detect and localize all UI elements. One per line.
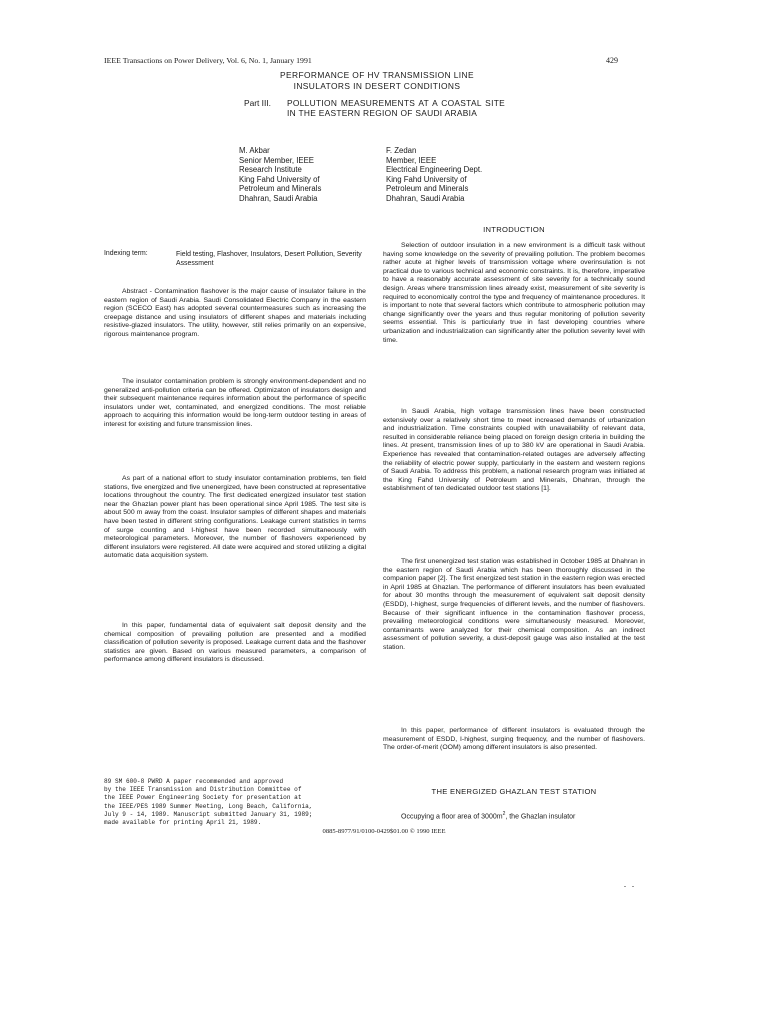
body-text: In this paper, performance of different insulators is evaluated through the measurement of ESDD, I-highest, surging frequency, and the number of flashovers. The order-of-merit (OOM) among different insulators is also presented. xyxy=(383,727,645,752)
page-number: 429 xyxy=(606,56,618,65)
text-run: Occupying a floor area of 3000m xyxy=(401,813,503,821)
intro-paragraph-2 xyxy=(383,408,645,494)
body-text: The insulator contamination problem is strongly environment-dependent and no generalized anti-pollution criteria can be offered. Optimizaton of insulators design and their subsequent maintenance requires information about the performance of specific insulators under wet, contaminated, and energized conditions. The most reliable approach to acquiring this information would be long-term outdoor testing in areas of interest for existing and future transmission lines. xyxy=(104,378,366,428)
ghazlan-station-heading: THE ENERGIZED GHAZLAN TEST STATION xyxy=(431,787,597,796)
author-affiliation-line: Dhahran, Saudi Arabia xyxy=(386,193,465,203)
station-paragraph xyxy=(383,810,645,822)
author-affiliation-line: Electrical Engineering Dept. xyxy=(386,165,483,175)
footnote-line: by the IEEE Transmission and Distribution Committee of xyxy=(104,786,302,794)
title-line-1: PERFORMANCE OF HV TRANSMISSION LINE xyxy=(280,70,474,80)
author-name: M. Akbar xyxy=(239,146,270,155)
body-text xyxy=(383,810,645,822)
indexing-label: Indexing term: xyxy=(104,250,148,257)
footnote xyxy=(104,778,376,827)
title-line-2: INSULATORS IN DESERT CONDITIONS xyxy=(293,81,461,91)
text-run: , the Ghazlan insulator xyxy=(505,813,576,821)
author-affiliation-line: Dhahran, Saudi Arabia xyxy=(239,193,318,203)
author-affiliation-line: Member, IEEE xyxy=(386,155,437,165)
paper-title xyxy=(222,70,532,92)
footnote-line: the IEEE Power Engineering Society for presentation at xyxy=(104,794,302,802)
abstract-text: Abstract - Contamination flashover is the major cause of insulator failure in the eastern region of Saudi Arabia. Saudi Consolidated Electric Company in the eastern region (SCECO East) has adopted several countermeasures such as increasing the creepage distance and using insulators of different shapes and materials including resistive-glazed insulators. The utility, however, still relies primarily on an expensive, rigorous maintenance program. xyxy=(104,288,366,338)
author-block-zedan xyxy=(386,146,482,204)
author-affiliation-line: Senior Member, IEEE xyxy=(239,155,314,165)
scan-speck xyxy=(632,886,634,887)
journal-header: IEEE Transactions on Power Delivery, Vol. 6, No. 1, January 1991 xyxy=(104,56,312,65)
indexing-terms: Field testing, Flashover, Insulators, Desert Pollution, Severity Assessment xyxy=(176,251,362,267)
part-title: POLLUTION MEASUREMENTS AT A COASTAL SITE IN THE EASTERN REGION OF SAUDI ARABIA xyxy=(287,98,505,118)
footnote-line: made available for printing April 21, 1989. xyxy=(104,819,262,827)
author-affiliation-line: Petroleum and Minerals xyxy=(239,184,322,194)
author-affiliation-line: Research Institute xyxy=(239,165,302,175)
superscript: 2 xyxy=(502,811,506,817)
author-block-akbar xyxy=(239,146,321,204)
author-name: F. Zedan xyxy=(386,146,417,155)
body-text: The first unenergized test station was established in October 1985 at Dhahran in the eastern region of Saudi Arabia which has been thoroughly discussed in the companion paper [2]. The first energized test station in the eastern region was erected in April 1985 at Ghazlan. The performance of different insulators has been evaluated for about 30 months through the measurement of equivalent salt deposit density (ESDD), I-highest, surge frequencies of different levels, and the number of flashovers. Because of their significant influence in the contamination flashover process, prevailing meteorological conditions were simultaneously measured. Moreover, contaminants were analyzed for their chemical composition. As an indirect assessment of pollution severity, a dust-deposit gauge was also installed at the test station. xyxy=(383,558,645,651)
left-paragraph-4 xyxy=(104,622,366,665)
body-text: In this paper, fundamental data of equivalent salt deposit density and the chemical composition of prevailing pollution are presented and a modified classification of pollution severity is proposed. Leakage current data and the flashover statistics are given. Based on various measured parameters, a comparison of performance among different insulators is discussed. xyxy=(104,622,366,664)
body-text: As part of a national effort to study insulator contamination problems, ten field stations, five energized and five unenergized, have been constructed at representative locations throughout the country. The first dedicated energized insulator test station near the Ghazlan power plant has been operational since April 1985. The test site is about 500 m away from the coast. Insulator samples of different shapes and materials have been tested in different string configurations. Leakage current statistics in terms of surge counting and I-highest have been recorded simultaneously with meteorological parameters. Moreover, the number of flashovers experienced by different insulators were registered. All date were acquired and stored utilizing a digital automatic data acquisition system. xyxy=(104,475,366,560)
footnote-line: the IEEE/PES 1989 Summer Meeting, Long Beach, California, xyxy=(104,802,313,810)
author-affiliation-line: Petroleum and Minerals xyxy=(386,184,469,194)
introduction-heading: INTRODUCTION xyxy=(483,225,545,234)
intro-paragraph-3 xyxy=(383,558,645,653)
author-affiliation-line: King Fahd University of xyxy=(386,174,467,184)
footnote-line: 89 SM 600-8 PWRD A paper recommended and approved xyxy=(104,778,284,785)
part-label: Part III. xyxy=(244,98,271,108)
footnote-line: July 9 - 14, 1989. Manuscript submitted January 31, 1989; xyxy=(104,810,313,818)
scan-speck xyxy=(624,886,626,887)
left-paragraph-3 xyxy=(104,475,366,561)
copyright-line: 0885-8977/91/0100-0429$01.00 © 1990 IEEE xyxy=(322,828,446,835)
author-affiliation-line: King Fahd University of xyxy=(239,174,320,184)
body-text: In Saudi Arabia, high voltage transmission lines have been constructed extensively over a relatively short time to meet increased demands of urbanization and industrialization. Time constraints coupled with unavailability of relevant data, resulted in considerable reliance being placed on foreign design criteria in building the lines. At present, transmission lines of up to 380 kV are operational in Saudi Arabia. Experience has revealed that contamination-related outages are adversely affecting the reliability of electric power supply, particularly in the eastern and western regions of Saudi Arabia. To address this problem, a national research program was initiated at the King Fahd University of Petroleum and Minerals, Dhahran, through the establishment of ten dedicated outdoor test stations [1]. xyxy=(383,408,645,493)
abstract-paragraph xyxy=(104,288,366,340)
left-paragraph-2 xyxy=(104,378,366,430)
intro-paragraph-4 xyxy=(383,727,645,753)
intro-paragraph-1 xyxy=(383,242,645,345)
body-text: Selection of outdoor insulation in a new environment is a difficult task without having some knowledge on the severity of prevailing pollution. The problem becomes rather acute at higher levels of transmission voltage where overinsulation is not practical due to various technical and economic constraints. It is, therefore, imperative to have a reasonably accurate assessment of site severity for a technically sound design. Areas where transmission lines already exist, measurement of site severity is required to economically control the type and frequency of maintenance procedures. It is important to note that several factors which contribute to atmospheric pollution may change significantly over the years and thus regular monitoring of pollution severity seems essential. This is particularly true in fast developing countries where urbanization and industrialization can significantly alter the pollution severity level with time. xyxy=(383,242,645,344)
